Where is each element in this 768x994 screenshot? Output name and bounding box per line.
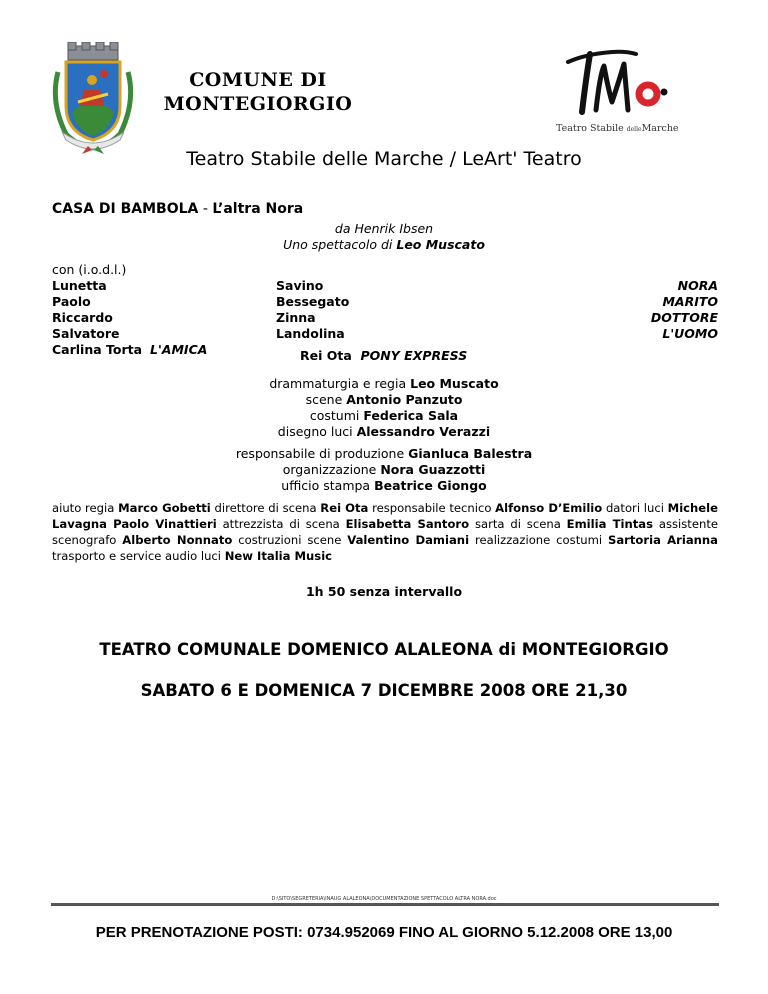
booking-info: PER PRENOTAZIONE POSTI: 0734.952069 FINO AL GIORNO 5.12.2008 ORE 13,00 — [95, 924, 673, 941]
cast-name-amica-row — [52, 342, 207, 358]
crew-line — [0, 446, 768, 462]
staff-name: Emilia Tintas — [566, 517, 654, 531]
staff-name: Michele Lavagna Paolo Vinattieri — [52, 501, 718, 531]
cast-surname: Savino — [276, 278, 324, 293]
spettacolo-line — [0, 237, 768, 253]
cast-roles — [560, 278, 718, 342]
crew-label: responsabile di produzione — [235, 446, 409, 461]
comune-line1: COMUNE DI — [189, 69, 327, 91]
cast-role: MARITO — [662, 294, 718, 309]
crew-line — [0, 424, 768, 440]
footer-divider — [51, 903, 719, 906]
staff-role: direttore di scena — [210, 501, 321, 515]
coat-of-arms-icon — [48, 42, 138, 154]
date-heading: SABATO 6 E DOMENICA 7 DICEMBRE 2008 ORE 21,30 — [140, 681, 628, 700]
cast-name: Riccardo — [52, 310, 113, 325]
show-title — [52, 201, 303, 217]
crew-label: drammaturgia e regia — [269, 376, 411, 391]
crew-line — [0, 392, 768, 408]
spettacolo-name: Leo Muscato — [396, 237, 485, 252]
crew-name: Nora Guazzotti — [380, 462, 486, 477]
comune-heading — [158, 68, 358, 116]
cast-surnames — [276, 278, 349, 342]
crew-line — [0, 408, 768, 424]
staff-role: attrezzista di scena — [216, 517, 346, 531]
show-title-b: L’altra Nora — [212, 201, 304, 217]
cast-first-names — [52, 262, 207, 358]
crew-label: ufficio stampa — [281, 478, 375, 493]
document-path: D:\SITO\SEGRETERIA\INAUG ALALEONA\DOCUMENTAZIONE SPETTACOLO ALTRA NORA.doc — [271, 896, 497, 902]
staff-role: realizzazione costumi — [469, 533, 608, 547]
cast-surname: Bessegato — [276, 294, 350, 309]
crew-line — [0, 376, 768, 392]
cast-name: Paolo — [52, 294, 91, 309]
da-ibsen: da Henrik Ibsen — [334, 221, 434, 236]
cast-name: Carlina Torta — [52, 342, 143, 357]
comune-line2: MONTEGIORGIO — [163, 93, 353, 115]
technical-staff-paragraph — [52, 500, 718, 564]
tsm-caption-c: Marche — [641, 123, 679, 134]
crew-label: disegno luci — [277, 424, 357, 439]
rei-role: PONY EXPRESS — [360, 348, 468, 363]
crew-line — [0, 462, 768, 478]
rei-ota-line — [300, 348, 467, 363]
spettacolo-pre: Uno spettacolo di — [283, 237, 397, 252]
page-title: Teatro Stabile delle Marche / LeArt' Teatro — [186, 148, 582, 170]
crew-name: Beatrice Giongo — [374, 478, 487, 493]
staff-name: Marco Gobetti — [118, 501, 211, 515]
tsm-caption — [556, 123, 679, 134]
cast-role: NORA — [677, 278, 718, 293]
cast-role: L'UOMO — [662, 326, 718, 341]
venue-heading: TEATRO COMUNALE DOMENICO ALALEONA di MONTEGIORGIO — [99, 640, 669, 659]
crew-label: scene — [305, 392, 347, 407]
crew-name: Federica Sala — [363, 408, 459, 423]
show-title-sep: - — [198, 201, 213, 217]
cast-role-amica: L'AMICA — [150, 342, 208, 357]
crew-name: Leo Muscato — [410, 376, 499, 391]
staff-name: New Italia Music — [224, 549, 333, 563]
tsm-caption-a: Teatro Stabile — [556, 123, 627, 134]
show-title-a: CASA DI BAMBOLA — [52, 201, 199, 217]
crew-name: Gianluca Balestra — [408, 446, 533, 461]
cast-name: Lunetta — [52, 278, 107, 293]
staff-role: aiuto regia — [52, 501, 119, 515]
staff-role: responsabile tecnico — [368, 501, 496, 515]
crew-line — [0, 478, 768, 494]
staff-role: datori luci — [602, 501, 668, 515]
staff-name: Alberto Nonnato — [122, 533, 233, 547]
crew-block-1 — [0, 376, 768, 440]
staff-name: Sartoria Arianna — [608, 533, 718, 547]
crew-name: Antonio Panzuto — [346, 392, 463, 407]
staff-role: trasporto e service audio luci — [52, 549, 225, 563]
duration: 1h 50 senza intervallo — [305, 584, 463, 599]
tsm-logo-icon — [556, 48, 676, 122]
crew-label: costumi — [309, 408, 364, 423]
cast-role: DOTTORE — [650, 310, 718, 325]
cast-name: Salvatore — [52, 326, 120, 341]
crew-name: Alessandro Verazzi — [356, 424, 491, 439]
crew-block-2 — [0, 446, 768, 494]
tsm-caption-b: delle — [626, 126, 642, 133]
show-credits — [0, 221, 768, 253]
cast-surname: Zinna — [276, 310, 316, 325]
staff-name: Alfonso D’Emilio — [495, 501, 603, 515]
staff-role: assistente scenografo — [52, 517, 719, 547]
staff-name: Valentino Damiani — [347, 533, 470, 547]
staff-name: Elisabetta Santoro — [345, 517, 470, 531]
staff-role: costruzioni scene — [232, 533, 348, 547]
rei-name: Rei Ota — [300, 348, 352, 363]
cast-intro: con (i.o.d.l.) — [52, 262, 127, 277]
staff-name: Rei Ota — [320, 501, 369, 515]
staff-role: sarta di scena — [469, 517, 567, 531]
crew-label: organizzazione — [282, 462, 381, 477]
cast-surname: Landolina — [276, 326, 345, 341]
